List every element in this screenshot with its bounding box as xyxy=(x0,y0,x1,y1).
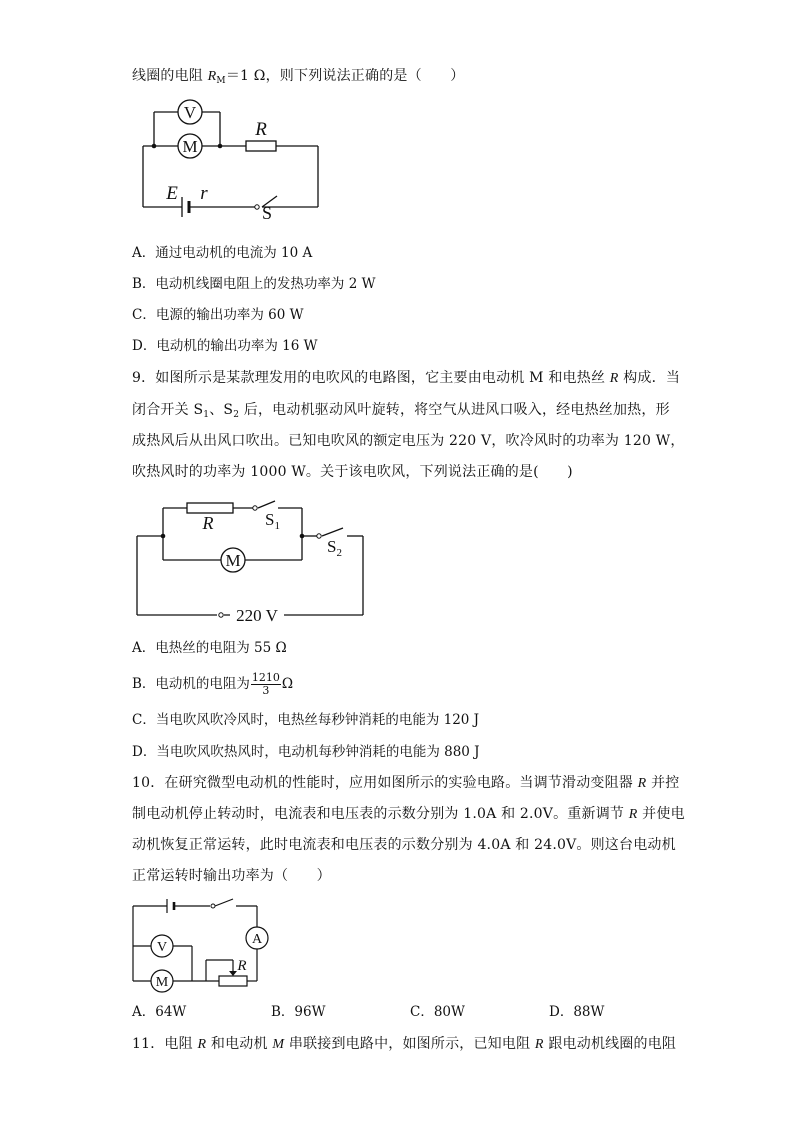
q8-option-b[interactable]: B．电动机线圈电阻上的发热功率为 2 W xyxy=(132,276,376,292)
q10-var: R xyxy=(637,776,647,791)
q10-option-a[interactable]: A．64W xyxy=(132,1004,187,1020)
q8-stem-suffix: ＝1 Ω，则下列说法正确的是（ ） xyxy=(225,68,465,84)
q8-option-c[interactable]: C．电源的输出功率为 60 W xyxy=(132,307,304,323)
q9-circuit-diagram xyxy=(135,496,370,625)
switch-s1-label: $S_1$ xyxy=(265,510,280,532)
q9-text: 构成．当 xyxy=(618,370,681,386)
q9-text: 9．如图所示是某款理发用的电吹风的电路图，它主要由电动机 M 和电热丝 xyxy=(132,370,610,386)
voltmeter-label: V xyxy=(183,103,197,122)
q10-text: 并使电 xyxy=(637,806,685,822)
q10-text: 10．在研究微型电动机的性能时，应用如图所示的实验电路。当调节滑动变阻器 xyxy=(132,775,638,791)
q9-option-b[interactable] xyxy=(132,666,293,702)
q11-text: 串联接到电路中，如图所示，已知电阻 xyxy=(284,1036,535,1052)
fraction xyxy=(251,672,281,697)
q8-stem-sub: M xyxy=(216,76,226,86)
q9-var: R xyxy=(609,371,619,386)
q9-option-a[interactable]: A．电热丝的电阻为 55 Ω xyxy=(132,640,287,656)
q10-var: R xyxy=(628,807,638,822)
q10-stem-line1 xyxy=(132,773,680,794)
q8-stem xyxy=(132,66,464,91)
q9-option-d[interactable]: D．当电吹风吹热风时，电动机每秒钟消耗的电能为 880 J xyxy=(132,744,480,760)
q8-option-a[interactable]: A．通过电动机的电流为 10 A xyxy=(132,245,313,261)
q10-stem-line2 xyxy=(132,804,685,825)
q10-text: 制电动机停止转动时，电流表和电压表的示数分别为 1.0A 和 2.0V。重新调节 xyxy=(132,806,629,822)
fraction-denominator: 3 xyxy=(262,684,270,697)
fraction-numerator: 1210 xyxy=(251,671,280,684)
q9-stem-line2 xyxy=(132,400,670,425)
q9-stem-line1 xyxy=(132,368,680,389)
q9-option-b-text: B．电动机的电阻为 xyxy=(132,676,250,692)
q8-circuit-diagram xyxy=(136,95,326,223)
q10-stem-line4: 正常运转时输出功率为（ ） xyxy=(132,868,331,884)
resistor-label: R xyxy=(255,119,267,140)
q9-text: 闭合开关 S xyxy=(132,402,204,418)
q9-text: 、S xyxy=(209,402,234,418)
motor-label: M xyxy=(225,551,241,570)
ammeter-label: A xyxy=(251,932,263,947)
q11-text: 11．电阻 xyxy=(132,1036,198,1052)
switch-label: S xyxy=(261,203,273,223)
q10-stem-line3: 动机恢复正常运转，此时电流表和电压表的示数分别为 4.0A 和 24.0V。则这台电动机 xyxy=(132,837,676,853)
q11-var: R xyxy=(197,1037,207,1052)
q11-text: 跟电动机线圈的电阻 xyxy=(543,1036,677,1052)
q9-sub: 2 xyxy=(233,410,240,420)
q11-var: R xyxy=(534,1037,544,1052)
q9-option-b-unit: Ω xyxy=(281,676,294,692)
q10-circuit-diagram xyxy=(130,896,270,996)
q11-stem-line1 xyxy=(132,1034,676,1055)
q10-options-row xyxy=(132,1002,632,1022)
q9-text: 后，电动机驱动风叶旋转，将空气从进风口吸入，经电热丝加热，形 xyxy=(239,402,670,418)
q8-stem-var: R xyxy=(207,69,217,84)
q10-text: 并控 xyxy=(646,775,680,791)
heater-resistor-label: R xyxy=(202,513,214,533)
q9-sub: 1 xyxy=(203,410,210,420)
q9-stem-line4: 吹热风时的功率为 1000 W。关于该电吹风，下列说法正确的是( ) xyxy=(132,464,573,480)
supply-voltage-label: 220 V xyxy=(236,606,278,625)
internal-resistance-label: r xyxy=(200,183,208,204)
q8-option-d[interactable]: D．电动机的输出功率为 16 W xyxy=(132,338,318,354)
motor-label: M xyxy=(155,975,169,990)
q9-option-c[interactable]: C．当电吹风吹冷风时，电热丝每秒钟消耗的电能为 120 J xyxy=(132,712,480,728)
q10-option-c[interactable]: C．80W xyxy=(410,1004,465,1020)
rheostat-label: R xyxy=(237,958,247,974)
switch-s2-label: $S_2$ xyxy=(327,537,342,559)
voltmeter-label: V xyxy=(156,940,168,955)
q10-option-b[interactable]: B．96W xyxy=(271,1004,326,1020)
q11-var: M xyxy=(272,1037,285,1052)
q8-stem-prefix: 线圈的电阻 xyxy=(132,68,208,84)
q10-option-d[interactable]: D．88W xyxy=(549,1004,605,1020)
motor-label: M xyxy=(182,137,198,156)
q9-stem-line3: 成热风后从出风口吹出。已知电吹风的额定电压为 220 V，吹冷风时的功率为 120 W， xyxy=(132,433,685,449)
emf-label: E xyxy=(166,183,178,204)
q11-text: 和电动机 xyxy=(206,1036,273,1052)
